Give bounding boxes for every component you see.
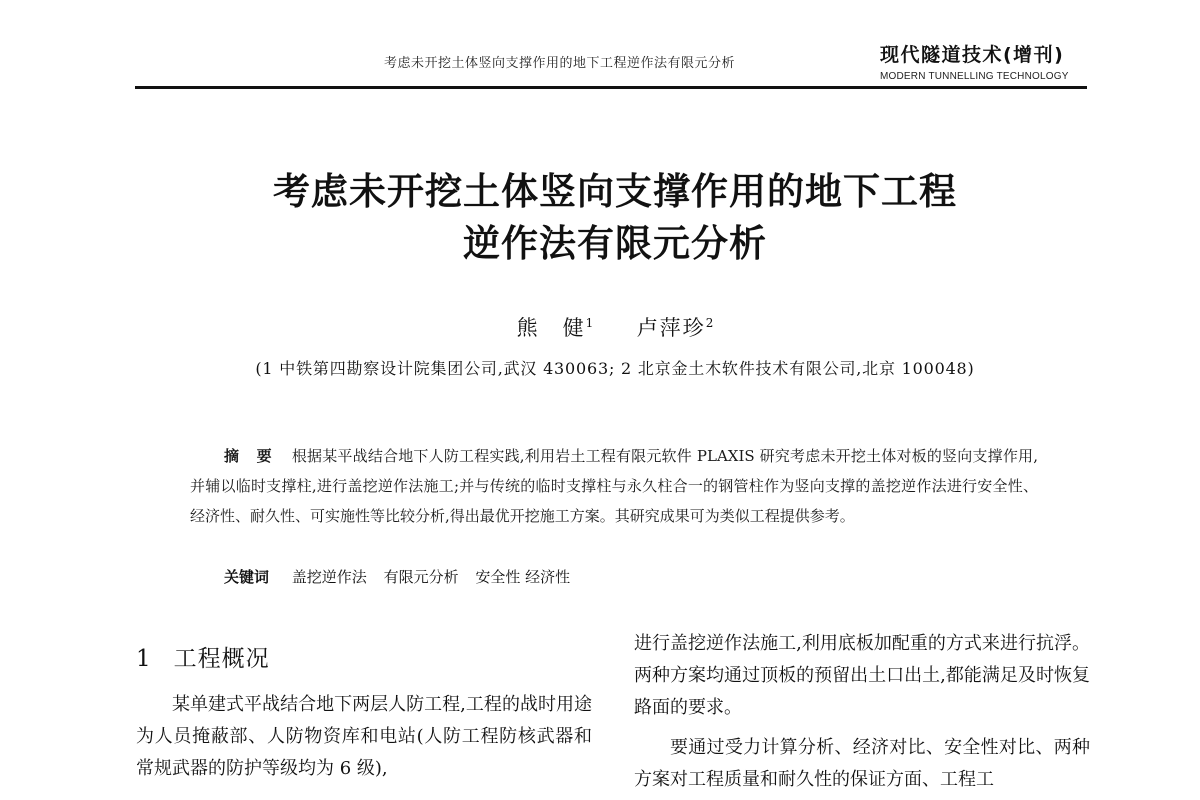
keywords-label: 关键词 [224, 568, 270, 586]
title-line-2: 逆作法有限元分析 [463, 222, 767, 265]
keyword: 盖挖逆作法 [291, 568, 367, 586]
right-column [634, 628, 1090, 796]
author-affiliation-mark: 2 [705, 316, 714, 330]
section-number: 1 [136, 646, 152, 672]
header-rule [135, 86, 1087, 89]
paragraph: 进行盖挖逆作法施工,利用底板加配重的方式来进行抗浮。两种方案均通过顶板的预留出土口出土,都能满足及时恢复路面的要求。 [634, 633, 1090, 718]
left-column [136, 640, 592, 785]
running-title: 考虑未开挖土体竖向支撑作用的地下工程逆作法有限元分析 [384, 56, 736, 71]
keywords [224, 566, 582, 587]
section-heading [136, 640, 592, 673]
authors [150, 312, 1080, 342]
paper-title [150, 166, 1080, 270]
abstract-text: 根据某平战结合地下人防工程实践,利用岩土工程有限元软件 PLAXIS 研究考虑未开挖土体对板的竖向支撑作用,并辅以临时支撑柱,进行盖挖逆作法施工;并与传统的临时支撑柱与永久柱合一的钢管柱作为竖向支撑的盖挖逆作法进行安全性、经济性、耐久性、可实施性等比较分析,得出最优开挖施工方案。其研究成果可为类似工程提供参考。 [190, 447, 1038, 525]
author-name: 熊 健 [516, 316, 586, 340]
author-name: 卢萍珍 [636, 316, 706, 340]
paragraph: 要通过受力计算分析、经济对比、安全性对比、两种方案对工程质量和耐久性的保证方面、工程工 [634, 737, 1090, 790]
abstract [190, 441, 1038, 531]
paragraph: 某单建式平战结合地下两层人防工程,工程的战时用途为人员掩蔽部、人防物资库和电站(人防工程防核武器和常规武器的防护等级均为 6 级), [136, 694, 592, 779]
section-title: 工程概况 [173, 646, 270, 672]
journal-name: 现代隧道技术(增刊) [880, 44, 1065, 66]
keyword: 有限元分析 [383, 568, 459, 586]
journal-name-english: MODERN TUNNELLING TECHNOLOGY [880, 71, 1069, 82]
abstract-label: 摘 要 [224, 447, 278, 465]
affiliation: (1 中铁第四勘察设计院集团公司,武汉 430063; 2 北京金土木软件技术有限公司,北京 100048) [255, 359, 975, 378]
author-affiliation-mark: 1 [585, 316, 594, 330]
title-line-1: 考虑未开挖土体竖向支撑作用的地下工程 [273, 170, 957, 213]
keyword: 安全性 经济性 [475, 568, 571, 586]
journal-block [880, 40, 1090, 82]
